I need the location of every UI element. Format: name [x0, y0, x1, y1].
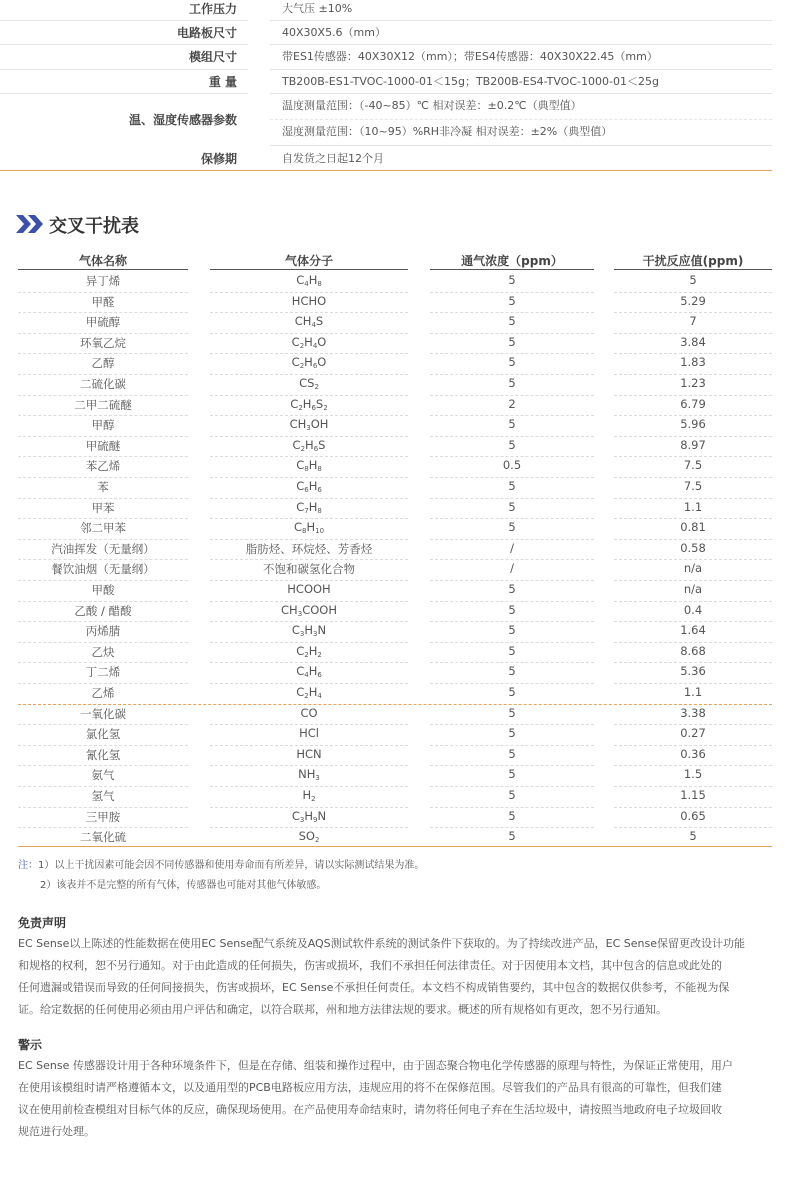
table-row — [0, 582, 790, 603]
table-row — [0, 438, 790, 459]
formula-cell: $C_2H_6O$ — [291, 355, 327, 371]
row-divider — [430, 518, 594, 519]
gas-name-cell: 环氧乙烷 — [80, 335, 126, 350]
formula-cell: $CH_3OH$ — [289, 417, 329, 433]
concentration-cell: 5 — [508, 602, 516, 617]
row-divider — [614, 292, 772, 293]
group-separator — [18, 704, 772, 705]
row-divider — [614, 683, 772, 684]
row-divider — [210, 724, 408, 725]
spec-value: TB200B-ES1-TVOC-1000-01＜15g；TB200B-ES4-TVOC-1000-01＜25g — [282, 75, 659, 88]
row-divider — [18, 436, 188, 437]
row-divider — [210, 601, 408, 602]
formula-cell: $CH_3COOH$ — [281, 602, 337, 618]
response-cell: 5 — [689, 829, 697, 844]
gas-name-cell: 邻二甲苯 — [80, 521, 126, 536]
warning-line: 议在使用前检查模组对目标气体的反应，确保现场使用。在产品使用寿命结束时，请勿将任何电子弃在生活垃圾中，请按照当地政府电子垃圾回收 — [18, 1103, 722, 1116]
formula-cell: $C_2H_6S_2$ — [290, 396, 328, 412]
row-divider — [210, 353, 408, 354]
table-row — [0, 664, 790, 685]
gas-name-cell: 一氧化碳 — [80, 706, 126, 721]
row-divider — [210, 642, 408, 643]
table-row — [0, 458, 790, 479]
concentration-cell: 5 — [508, 334, 516, 349]
row-divider — [430, 436, 594, 437]
table-row — [0, 397, 790, 418]
response-cell: 1.15 — [680, 788, 706, 802]
row-divider — [430, 456, 594, 457]
concentration-cell: 5 — [508, 314, 516, 329]
response-cell: 7 — [689, 314, 697, 329]
concentration-cell: 5 — [508, 808, 516, 823]
concentration-cell: 5 — [508, 479, 516, 493]
table-row — [0, 335, 790, 356]
row-divider — [614, 477, 772, 478]
gas-name-cell: 二氧化硫 — [80, 830, 126, 845]
formula-cell: $CH_4S$ — [294, 314, 324, 330]
table-row — [0, 520, 790, 541]
concentration-cell: 5 — [508, 499, 516, 514]
row-divider — [18, 765, 188, 766]
col-header-gas-name: 气体名称 — [78, 254, 127, 268]
concentration-cell: 5 — [508, 788, 516, 802]
row-divider — [18, 374, 188, 375]
table-row — [0, 809, 790, 830]
row-divider — [210, 518, 408, 519]
row-divider — [18, 683, 188, 684]
row-divider — [614, 518, 772, 519]
gas-name-cell: 甲醇 — [91, 418, 115, 433]
response-cell: 8.68 — [680, 643, 706, 658]
formula-cell: $C_2H_2$ — [296, 643, 322, 659]
row-divider — [210, 827, 408, 828]
spec-value: 温度测量范围：（-40~85）℃ 相对误差：±0.2℃（典型值） — [282, 99, 582, 112]
concentration-cell: 5 — [508, 623, 516, 638]
row-divider — [614, 642, 772, 643]
row-divider — [430, 292, 594, 293]
response-cell: 8.97 — [680, 437, 706, 452]
gas-name-cell: 餐饮油烟（无量纲） — [51, 562, 155, 577]
concentration-cell: 5 — [508, 273, 516, 287]
row-divider — [210, 374, 408, 375]
row-divider — [270, 145, 772, 146]
row-divider — [430, 580, 594, 581]
table-row — [0, 685, 790, 706]
row-divider — [0, 93, 248, 94]
gas-name-cell: 甲苯 — [91, 500, 115, 515]
gas-name-cell: 二甲二硫醚 — [74, 397, 132, 412]
formula-cell: $C_6H_6$ — [296, 479, 322, 494]
row-divider — [18, 353, 188, 354]
row-divider — [430, 683, 594, 684]
row-divider — [18, 827, 188, 828]
response-cell: 5.29 — [680, 293, 706, 308]
row-divider — [614, 765, 772, 766]
row-divider — [210, 807, 408, 808]
gas-name-cell: 汽油挥发（无量纲） — [51, 541, 155, 556]
sub-row-divider — [270, 119, 772, 120]
concentration-cell: 5 — [508, 582, 516, 596]
row-divider — [210, 580, 408, 581]
table-row — [0, 767, 790, 788]
gas-name-cell: 乙醇 — [91, 356, 115, 371]
table-row — [0, 726, 790, 747]
row-divider — [18, 518, 188, 519]
row-divider — [210, 539, 408, 540]
response-cell: 3.38 — [680, 705, 706, 720]
row-divider — [210, 498, 408, 499]
row-divider — [18, 539, 188, 540]
row-divider — [18, 642, 188, 643]
response-cell: n/a — [683, 582, 703, 596]
formula-cell: $C_3H_3N$ — [291, 623, 327, 639]
row-divider — [430, 642, 594, 643]
concentration-cell: 5 — [508, 767, 516, 782]
table-row — [0, 479, 790, 500]
table-row — [0, 561, 790, 582]
row-divider — [18, 395, 188, 396]
spec-label: 模组尺寸 — [188, 50, 237, 64]
row-divider — [18, 745, 188, 746]
col-header-concentration: 通气浓度（ppm） — [461, 254, 563, 268]
spec-value: 大气压 ±10% — [282, 2, 353, 15]
gas-name-cell: 甲醛 — [91, 294, 115, 309]
gas-name-cell: 氨气 — [91, 768, 115, 783]
concentration-cell: 5 — [508, 746, 516, 761]
row-divider — [614, 786, 772, 787]
gas-name-cell: 乙烯 — [91, 686, 115, 700]
disclaimer-line: 任何遗漏或错误而导致的任何间接损失，伤害或损坏，EC Sense不承担任何责任。本文档不构成销售要约，其中包含的数据仅供参考，不能视为保 — [18, 981, 730, 994]
concentration-cell: 5 — [508, 437, 516, 452]
response-cell: 1.5 — [683, 767, 703, 782]
response-cell: 3.84 — [680, 334, 706, 349]
row-divider — [18, 498, 188, 499]
concentration-cell: 0.5 — [502, 458, 522, 473]
row-divider — [0, 44, 248, 45]
formula-cell: $C_3H_9N$ — [291, 808, 327, 824]
header-underline — [18, 269, 188, 270]
row-divider — [18, 580, 188, 581]
row-divider — [614, 601, 772, 602]
response-cell: 0.36 — [680, 746, 706, 761]
row-divider — [18, 456, 188, 457]
spec-value: 湿度测量范围：（10~95）%RH非冷凝 相对误差：±2%（典型值） — [282, 125, 613, 138]
row-divider — [614, 415, 772, 416]
row-divider — [210, 292, 408, 293]
row-divider — [614, 662, 772, 663]
spec-label: 保修期 — [200, 152, 237, 166]
formula-cell: $C_2H_6S$ — [292, 437, 326, 453]
response-cell: 0.58 — [680, 540, 706, 555]
concentration-cell: 5 — [508, 705, 516, 720]
table-row — [0, 273, 790, 294]
spec-value: 自发货之日起12个月 — [282, 152, 384, 165]
concentration-cell: 5 — [508, 726, 516, 741]
formula-cell: $C_4H_8$ — [296, 273, 322, 288]
concentration-cell: 5 — [508, 829, 516, 844]
row-divider — [430, 662, 594, 663]
row-divider — [614, 745, 772, 746]
table-row — [0, 747, 790, 768]
gas-name-cell: 甲酸 — [91, 583, 115, 597]
col-header-response: 干扰反应值(ppm) — [642, 254, 744, 268]
spec-label: 温、湿度传感器参数 — [128, 113, 237, 127]
row-divider — [210, 662, 408, 663]
disclaimer-title: 免责声明 — [18, 916, 67, 930]
row-divider — [430, 312, 594, 313]
concentration-cell: 5 — [508, 376, 516, 390]
response-cell: n/a — [683, 561, 703, 576]
row-divider — [18, 807, 188, 808]
warning-line: EC Sense 传感器设计用于各种环境条件下，但是在存储、组装和操作过程中，由于固态聚合物电化学传感器的原理与特性，为保证正常使用，用户 — [18, 1059, 733, 1072]
row-divider — [210, 456, 408, 457]
row-divider — [430, 745, 594, 746]
concentration-cell: 5 — [508, 685, 516, 699]
row-divider — [614, 580, 772, 581]
row-divider — [210, 683, 408, 684]
concentration-cell: 5 — [508, 664, 516, 679]
spec-label: 重 量 — [208, 75, 237, 89]
concentration-cell: / — [510, 540, 514, 555]
row-divider — [614, 374, 772, 375]
row-divider — [430, 621, 594, 622]
note-1 — [18, 856, 424, 871]
row-divider — [614, 559, 772, 560]
row-divider — [430, 477, 594, 478]
row-divider — [210, 436, 408, 437]
table-row — [0, 623, 790, 644]
table-row — [0, 314, 790, 335]
gas-name-cell: 苯 — [97, 480, 109, 494]
row-divider — [614, 539, 772, 540]
row-divider — [614, 807, 772, 808]
row-divider — [614, 498, 772, 499]
formula-cell: $SO_2$ — [298, 829, 320, 845]
formula-cell: $NH_3$ — [298, 767, 320, 783]
row-divider — [210, 477, 408, 478]
row-divider — [210, 745, 408, 746]
formula-cell: HCl — [299, 726, 319, 741]
row-divider — [270, 93, 772, 94]
gas-name-cell: 氯化氢 — [85, 727, 121, 742]
concentration-cell: 5 — [508, 643, 516, 658]
gas-name-cell: 丙烯腈 — [85, 624, 121, 639]
disclaimer-line: EC Sense以上陈述的性能数据在使用EC Sense配气系统及AQS测试软件系统的测试条件下获取的。为了持续改进产品，EC Sense保留更改设计功能 — [18, 937, 746, 950]
header-underline — [430, 269, 594, 270]
table-row — [0, 376, 790, 397]
row-divider — [210, 765, 408, 766]
row-divider — [430, 353, 594, 354]
spec-label: 工作压力 — [188, 2, 237, 16]
spec-label: 电路板尺寸 — [176, 26, 237, 40]
response-cell: 0.81 — [680, 520, 706, 535]
response-cell: 1.23 — [680, 376, 706, 390]
row-divider — [18, 601, 188, 602]
table-row — [0, 500, 790, 521]
response-cell: 1.1 — [683, 685, 703, 699]
warning-line: 在使用该模组时请严格遵循本文，以及通用型的PCB电路板应用方法，违规应用的将不在保修范围。尽管我们的产品具有很高的可靠性，但我们建 — [18, 1081, 722, 1094]
disclaimer-line: 和规格的权利，恕不另行通知。对于由此造成的任何损失，伤害或损坏，我们不承担任何法律责任。对于因使用本文档，其中包含的信息或此处的 — [18, 959, 722, 972]
row-divider — [270, 44, 772, 45]
formula-cell: 脂肪烃、环烷烃、芳香烃 — [245, 541, 373, 556]
row-divider — [0, 69, 248, 70]
row-divider — [430, 827, 594, 828]
note-mark: 注： — [18, 860, 38, 871]
header-underline — [614, 269, 772, 270]
row-divider — [430, 415, 594, 416]
row-divider — [430, 539, 594, 540]
row-divider — [430, 765, 594, 766]
table-row — [0, 644, 790, 665]
response-cell: 5.36 — [680, 664, 706, 679]
response-cell: 6.79 — [680, 396, 706, 411]
table-bottom-rule — [18, 846, 772, 847]
table-row — [0, 788, 790, 809]
row-divider — [430, 374, 594, 375]
row-divider — [18, 312, 188, 313]
table-row — [0, 355, 790, 376]
table-row — [0, 706, 790, 727]
row-divider — [18, 333, 188, 334]
row-divider — [210, 559, 408, 560]
row-divider — [18, 724, 188, 725]
formula-cell: $C_2H_4$ — [296, 685, 322, 700]
concentration-cell: 2 — [508, 396, 516, 411]
response-cell: 1.83 — [680, 355, 706, 370]
row-divider — [614, 312, 772, 313]
row-divider — [614, 333, 772, 334]
warning-line: 规范进行处理。 — [18, 1125, 95, 1138]
row-divider — [210, 786, 408, 787]
formula-cell: 不饱和碳氢化合物 — [263, 562, 355, 577]
row-divider — [210, 395, 408, 396]
gas-name-cell: 丁二烯 — [85, 665, 121, 680]
header-underline — [210, 269, 408, 270]
concentration-cell: 5 — [508, 355, 516, 370]
note-line-1: 1）以上干扰因素可能会因不同传感器和使用寿命而有所差异，请以实际测试结果为准。 — [38, 860, 425, 871]
row-divider — [430, 807, 594, 808]
concentration-cell: 5 — [508, 417, 516, 432]
gas-name-cell: 氰化氢 — [85, 747, 121, 762]
row-divider — [430, 559, 594, 560]
row-divider — [210, 333, 408, 334]
gas-name-cell: 甲硫醚 — [85, 438, 121, 453]
formula-cell: $CS_2$ — [299, 376, 319, 391]
formula-cell: HCN — [296, 746, 322, 761]
formula-cell: HCHO — [291, 293, 327, 308]
formula-cell: $C_4H_6$ — [296, 664, 322, 680]
response-cell: 5 — [689, 273, 697, 287]
col-header-formula: 气体分子 — [284, 254, 333, 268]
row-divider — [430, 724, 594, 725]
response-cell: 1.64 — [680, 623, 706, 638]
formula-cell: $C_8H_{10}$ — [293, 520, 325, 536]
formula-cell: $C_2H_4O$ — [291, 334, 327, 350]
row-divider — [430, 786, 594, 787]
table-row — [0, 541, 790, 562]
gas-name-cell: 二硫化碳 — [80, 377, 126, 391]
row-divider — [430, 395, 594, 396]
formula-cell: CO — [300, 705, 318, 720]
row-divider — [18, 559, 188, 560]
double-chevron-right-icon — [16, 215, 46, 233]
row-divider — [210, 415, 408, 416]
row-divider — [430, 601, 594, 602]
gas-name-cell: 异丁烯 — [85, 274, 121, 288]
formula-cell: $C_8H_8$ — [296, 458, 322, 474]
gas-name-cell: 乙炔 — [91, 644, 115, 659]
row-divider — [18, 621, 188, 622]
response-cell: 0.4 — [683, 602, 703, 617]
row-divider — [614, 827, 772, 828]
row-divider — [0, 20, 248, 21]
row-divider — [270, 69, 772, 70]
row-divider — [430, 498, 594, 499]
concentration-cell: / — [510, 561, 514, 576]
response-cell: 7.5 — [683, 458, 703, 473]
gas-name-cell: 苯乙烯 — [85, 459, 121, 474]
row-divider — [210, 312, 408, 313]
concentration-cell: 5 — [508, 520, 516, 535]
response-cell: 5.96 — [680, 417, 706, 432]
response-cell: 0.27 — [680, 726, 706, 741]
row-divider — [210, 621, 408, 622]
table-row — [0, 294, 790, 315]
table-row — [0, 603, 790, 624]
concentration-cell: 5 — [508, 293, 516, 308]
row-divider — [614, 456, 772, 457]
row-divider — [18, 477, 188, 478]
disclaimer-line: 证。给定数据的任何使用必须由用户评估和确定，以符合联邦，州和地方法律法规的要求。概述的所有规格如有更改，恕不另行通知。 — [18, 1003, 667, 1016]
table-row — [0, 417, 790, 438]
formula-cell: $C_7H_8$ — [296, 499, 322, 515]
row-divider — [18, 415, 188, 416]
section-title: 交叉干扰表 — [49, 216, 139, 237]
row-divider — [430, 333, 594, 334]
row-divider — [18, 292, 188, 293]
row-divider — [614, 353, 772, 354]
warning-title: 警示 — [18, 1038, 43, 1052]
row-divider — [614, 621, 772, 622]
row-divider — [18, 662, 188, 663]
formula-cell: HCOOH — [287, 582, 331, 596]
gas-name-cell: 甲硫醇 — [85, 315, 121, 330]
row-divider — [18, 786, 188, 787]
row-divider — [270, 20, 772, 21]
spec-value: 40X30X5.6（mm） — [282, 26, 386, 39]
response-cell: 0.65 — [680, 808, 706, 823]
gas-name-cell: 三甲胺 — [85, 809, 121, 824]
row-divider — [614, 395, 772, 396]
spec-bottom-rule — [0, 170, 772, 171]
response-cell: 1.1 — [683, 499, 703, 514]
formula-cell: $H_2$ — [302, 788, 316, 803]
gas-name-cell: 氢气 — [91, 789, 115, 803]
row-divider — [614, 724, 772, 725]
note-line-2: 2）该表并不是完整的所有气体，传感器也可能对其他气体敏感。 — [40, 880, 327, 891]
row-divider — [614, 436, 772, 437]
spec-value: 带ES1传感器：40X30X12（mm）；带ES4传感器：40X30X22.45（mm） — [282, 50, 658, 63]
gas-name-cell: 乙酸 / 醋酸 — [74, 603, 132, 618]
response-cell: 7.5 — [683, 479, 703, 493]
